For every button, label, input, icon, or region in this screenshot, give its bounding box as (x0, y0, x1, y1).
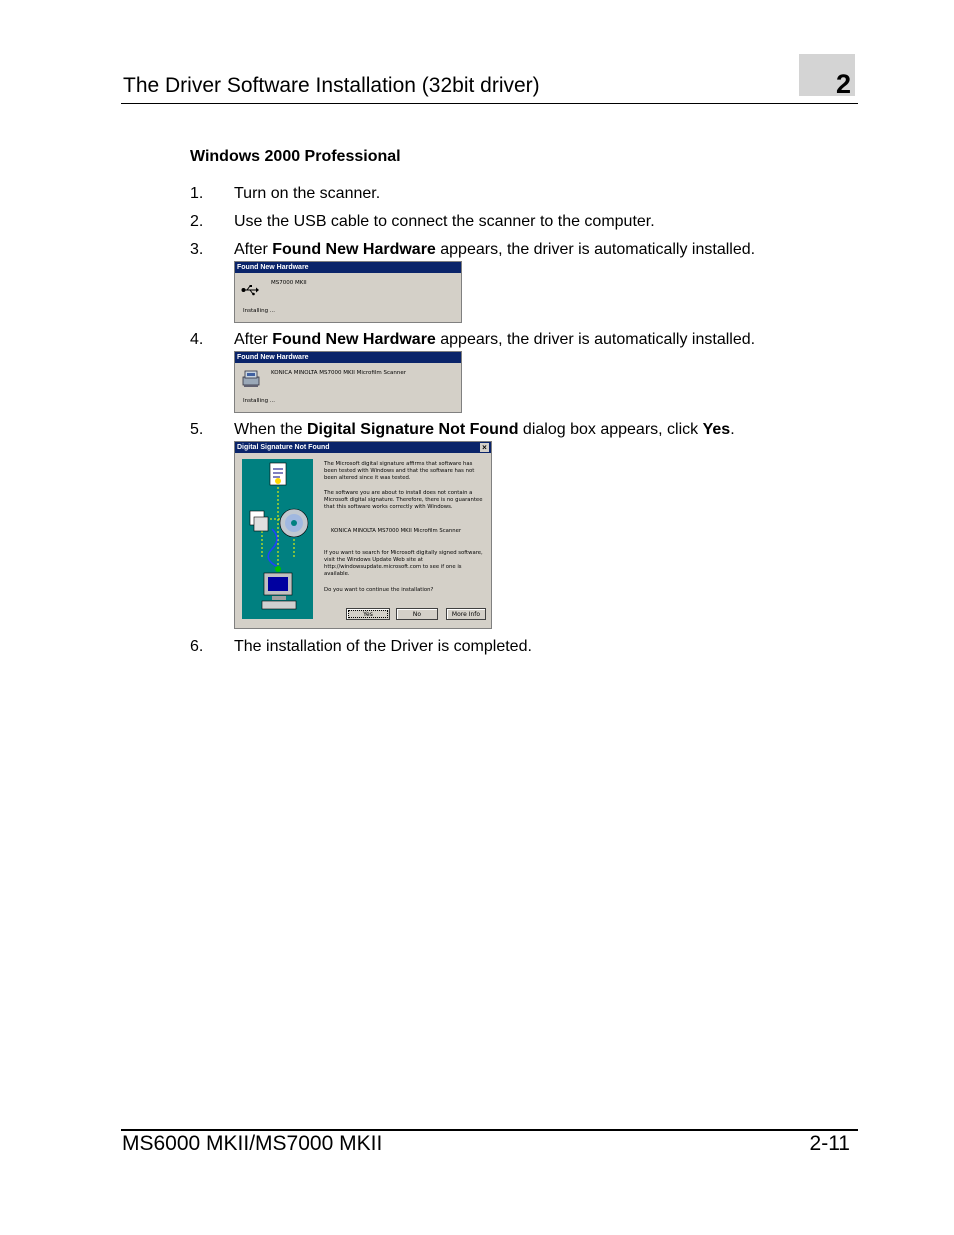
step-text: . (730, 421, 735, 438)
step-number: 1. (190, 185, 204, 202)
illustration-panel (242, 459, 313, 619)
dialog-titlebar: Found New Hardware (235, 352, 461, 363)
step-text: appears, the driver is automatically installed. (435, 241, 756, 258)
dialog-title: Digital Signature Not Found (237, 444, 330, 451)
step-text: After (234, 241, 273, 258)
step-number: 3. (190, 241, 204, 258)
step-6 (190, 638, 532, 656)
step-number: 6. (190, 638, 204, 655)
found-new-hardware-screenshot-2 (234, 351, 462, 413)
found-new-hardware-screenshot-1 (234, 261, 462, 323)
chapter-number: 2 (799, 54, 855, 96)
step-text-bold: Found New Hardware (272, 241, 436, 258)
step-number: 4. (190, 331, 204, 348)
continue-question: Do you want to continue the installation? (324, 587, 434, 593)
footer-divider (121, 1129, 858, 1131)
step-text-bold: Digital Signature Not Found (306, 421, 519, 438)
step-number: 5. (190, 421, 204, 438)
footer-page-number: 2-11 (809, 1132, 850, 1155)
step-text: appears, the driver is automatically installed. (435, 331, 756, 348)
dialog-titlebar: Found New Hardware (235, 262, 461, 273)
usb-icon (241, 284, 259, 296)
install-status: Installing ... (243, 308, 276, 314)
device-name: KONICA MINOLTA MS7000 MKII Microfilm Scanner (331, 528, 462, 534)
page-header-title: The Driver Software Installation (32bit driver) (123, 74, 540, 97)
step-text-bold: Found New Hardware (272, 331, 436, 348)
step-text: When the (234, 421, 307, 438)
no-signature-warning-text: The software you are about to install does not contain a Microsoft digital signature. Therefore, there is no guarantee that this software works correctly with Windows. (324, 490, 483, 510)
signature-illustration-icon (242, 459, 313, 619)
more-info-button[interactable]: More Info (446, 608, 486, 620)
signature-explanation-text: The Microsoft digital signature affirms that software has been tested with Windows and that the software has not been altered since it was tested. (324, 461, 475, 481)
step-3 (190, 241, 755, 259)
no-button[interactable]: No (396, 608, 438, 620)
step-text-bold: Yes (702, 421, 731, 438)
step-text: dialog box appears, click (518, 421, 703, 438)
step-text: After (234, 331, 273, 348)
yes-button[interactable]: Yes (346, 608, 390, 620)
step-text: Turn on the scanner. (234, 185, 381, 202)
digital-signature-dialog-screenshot (234, 441, 492, 629)
step-5 (190, 421, 735, 439)
step-number: 2. (190, 213, 204, 230)
step-4 (190, 331, 755, 349)
dialog-titlebar (235, 442, 491, 453)
step-text: The installation of the Driver is completed. (234, 638, 532, 655)
step-2 (190, 213, 655, 231)
footer-model: MS6000 MKII/MS7000 MKII (122, 1132, 383, 1155)
windows-update-text: If you want to search for Microsoft digitally signed software, visit the Windows Update Web site at http://windowsupdate.microsoft.com to see if one is available. (324, 550, 483, 577)
section-heading: Windows 2000 Professional (190, 148, 401, 165)
scanner-icon (240, 368, 262, 388)
device-name: MS7000 MKII (271, 280, 307, 286)
install-status: Installing ... (243, 398, 276, 404)
step-text: Use the USB cable to connect the scanner to the computer. (234, 213, 655, 230)
header-divider (121, 103, 858, 104)
step-1 (190, 185, 380, 203)
device-name: KONICA MINOLTA MS7000 MKII Microfilm Scanner (271, 370, 407, 376)
close-icon: × (480, 443, 489, 452)
